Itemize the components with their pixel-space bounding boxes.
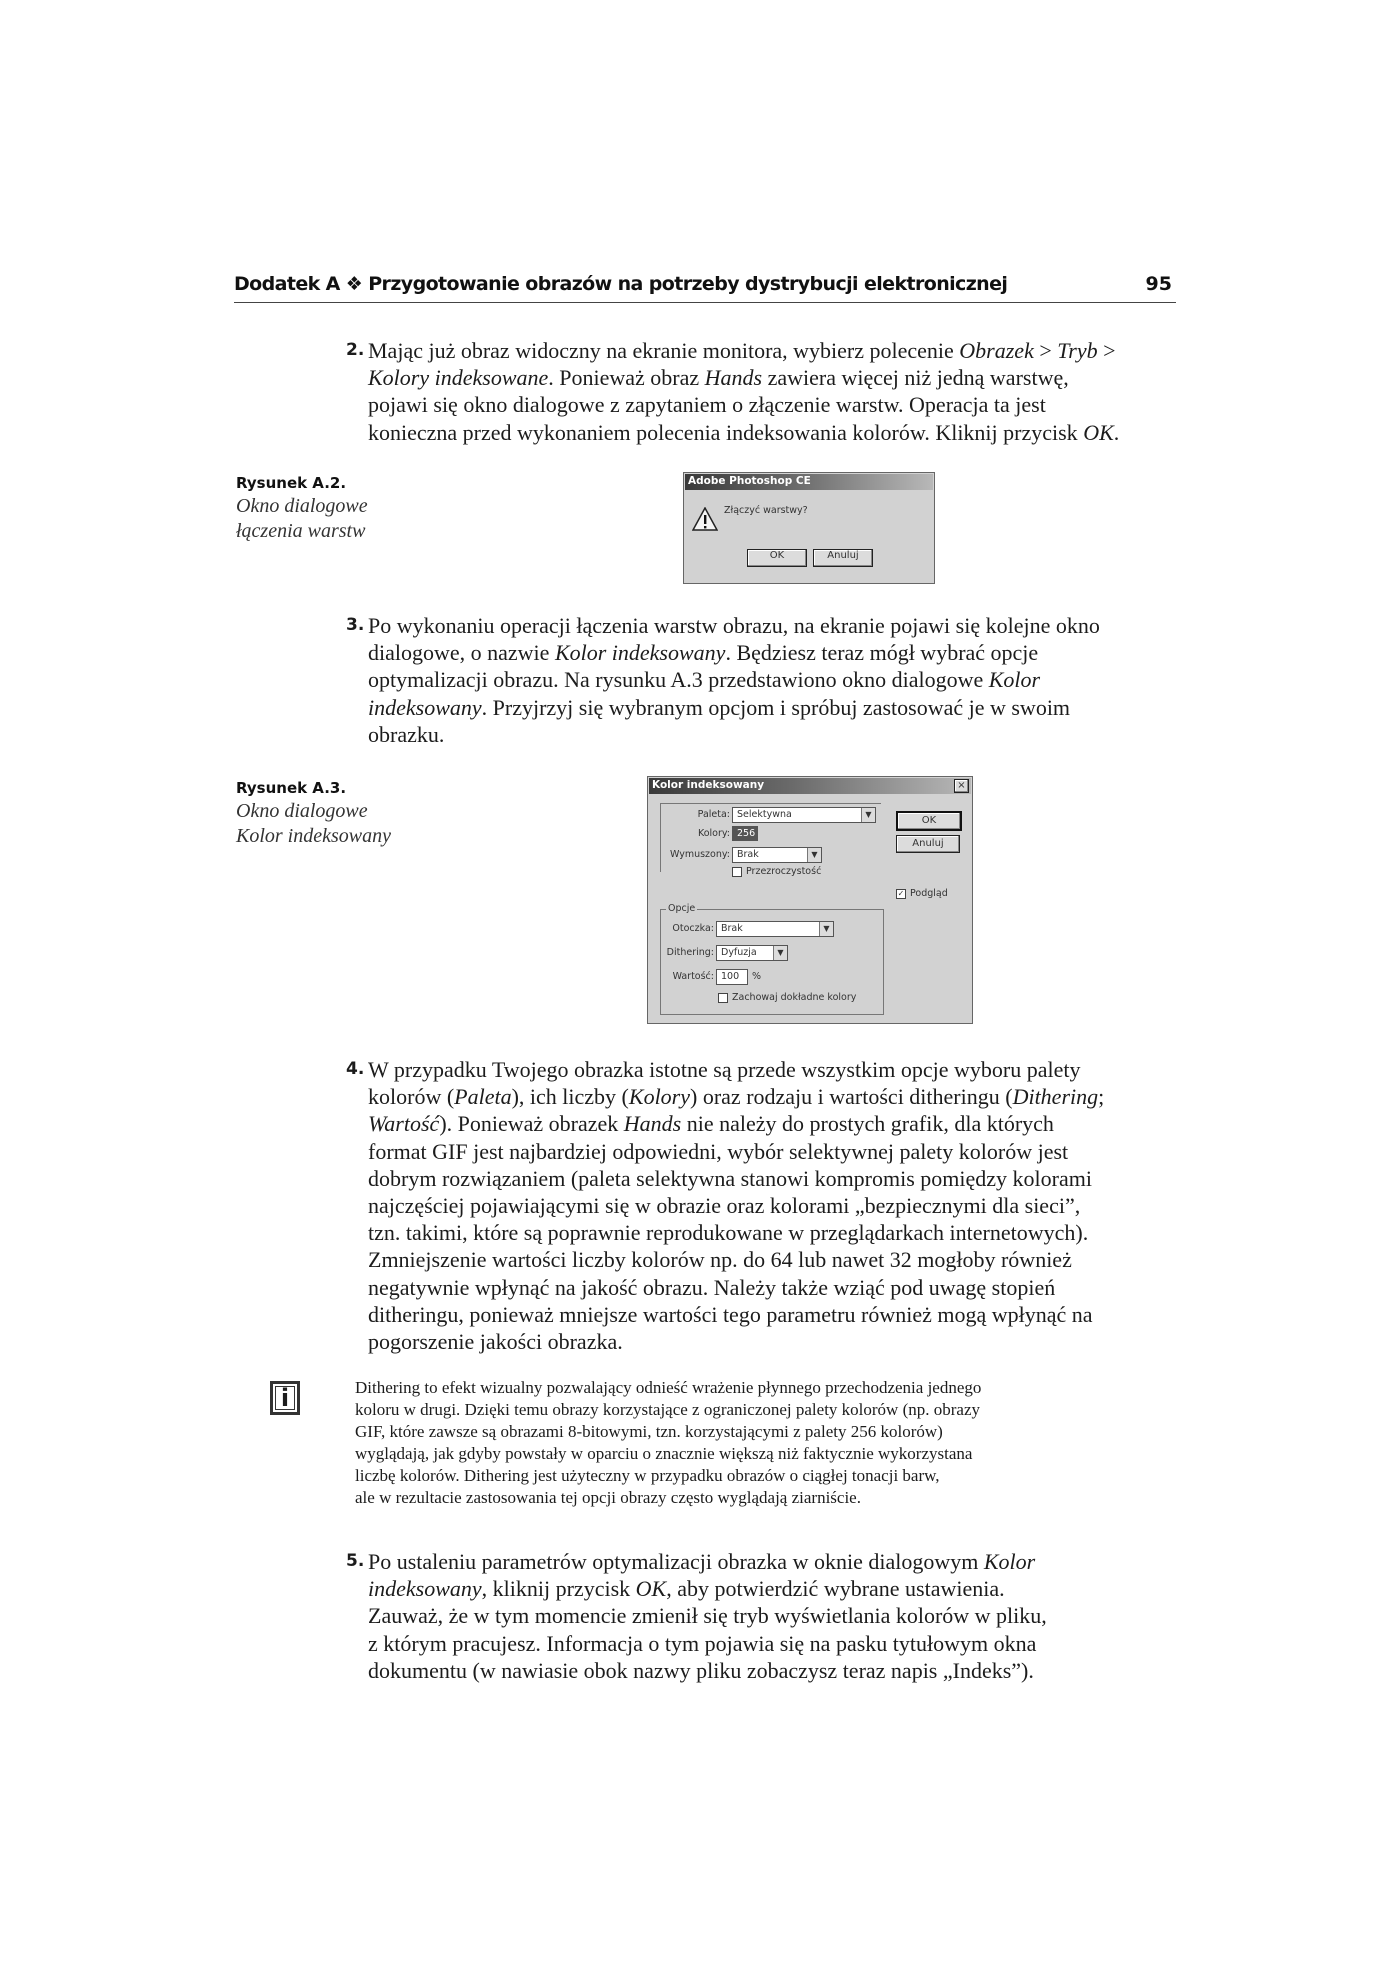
text-line: dobrym rozwiązaniem (paleta selektywna stanowi kompromis pomiędzy kolorami [368, 1165, 1092, 1191]
border-value: Brak [721, 923, 743, 934]
percent-unit: % [752, 971, 762, 982]
text-line: ale w rezultacie zastosowania tej opcji obrazy często wyglądają ziarniście. [355, 1488, 861, 1507]
palette-select[interactable] [732, 807, 876, 823]
text-line: obrazku. [368, 721, 445, 747]
dithering-label: Dithering: [666, 947, 714, 958]
step-number: 5. [346, 1551, 365, 1571]
text-line: dialogowe, o nazwie Kolor indeksowany. Będziesz teraz mógł wybrać opcje [368, 640, 1039, 666]
ok-button[interactable]: OK [896, 811, 962, 831]
step-number: 4. [346, 1059, 365, 1079]
forced-select[interactable] [732, 847, 822, 863]
dithering-value: Dyfuzja [721, 947, 757, 958]
forced-label: Wymuszony: [669, 849, 730, 860]
text-line: dokumentu (w nawiasie obok nazwy pliku zobaczysz teraz napis „Indeks”). [368, 1657, 1034, 1683]
text-line: GIF, które zawsze są obrazami 8-bitowymi, tzn. korzystającymi z palety 256 kolorów) [355, 1422, 943, 1441]
figure-title: Rysunek A.2. [236, 474, 347, 492]
text-line: Kolory indeksowane. Ponieważ obraz Hands zawiera więcej niż jedną warstwę, [368, 365, 1069, 391]
chevron-down-icon: ▼ [807, 848, 821, 862]
text-line: liczbę kolorów. Dithering jest użyteczny w przypadku obrazów o ciągłej tonacji barw, [355, 1466, 940, 1485]
dialog-titlebar[interactable] [649, 778, 971, 794]
transparency-label: Przezroczystość [746, 866, 822, 877]
info-note [355, 1377, 1145, 1509]
text-line: Zmniejszenie wartości liczby kolorów np. do 64 lub nawet 32 mogłoby również [368, 1247, 1072, 1273]
text-line: Wartość). Ponieważ obrazek Hands nie należy do prostych grafik, dla których [368, 1111, 1054, 1137]
figure-a2-label [236, 472, 368, 544]
colors-value: 256 [737, 828, 756, 839]
text-line: pogorszenie jakości obrazka. [368, 1329, 623, 1355]
warning-icon [692, 507, 718, 531]
indexed-color-dialog [647, 776, 973, 1024]
dialog-message: Złączyć warstwy? [724, 505, 808, 516]
figure-caption-line: Okno dialogowe [236, 800, 368, 822]
page-header [234, 272, 1176, 303]
text-line: optymalizacji obrazu. Na rysunku A.3 przedstawiono okno dialogowe Kolor [368, 667, 1041, 693]
text-line: W przypadku Twojego obrazka istotne są przede wszystkim opcje wyboru palety [368, 1057, 1081, 1082]
text-line: pojawi się okno dialogowe z zapytaniem o złączenie warstw. Operacja ta jest [368, 392, 1046, 418]
text-line: Zauważ, że w tym momencie zmienił się tryb wyświetlania kolorów w pliku, [368, 1603, 1047, 1629]
figure-title: Rysunek A.3. [236, 779, 347, 797]
ok-button[interactable]: OK [747, 549, 807, 567]
step-text [368, 612, 1198, 748]
text-line: indeksowany. Przyjrzyj się wybranym opcjom i spróbuj zastosować je w swoim [368, 694, 1071, 720]
page-number: 95 [1145, 273, 1172, 295]
figure-caption-line: Kolor indeksowany [236, 825, 391, 847]
text-line: z którym pracujesz. Informacja o tym pojawia się na pasku tytułowym okna [368, 1630, 1037, 1656]
chevron-down-icon: ▼ [773, 946, 787, 960]
text-line: wyglądają, jak gdyby powstały w oparciu o znacznie większą niż faktycznie wykorzystana [355, 1444, 973, 1463]
text-line: Mając już obraz widoczny na ekranie monitora, wybierz polecenie Obrazek > Tryb > [368, 338, 1116, 363]
figure-caption-line: łączenia warstw [236, 520, 366, 542]
colors-label: Kolory: [697, 828, 730, 839]
border-select[interactable] [716, 921, 834, 937]
text-line: indeksowany, kliknij przycisk OK, aby potwierdzić wybrane ustawienia. [368, 1576, 1005, 1602]
dithering-select[interactable] [716, 945, 788, 961]
preview-checkbox[interactable]: ✓ [897, 889, 905, 898]
step-text [368, 337, 1198, 446]
chevron-down-icon: ▼ [819, 922, 833, 936]
text-line: kolorów (Paleta), ich liczby (Kolory) oraz rodzaju i wartości ditheringu (Dithering; [368, 1084, 1105, 1110]
dialog-title: Adobe Photoshop CE [688, 475, 811, 487]
cancel-button[interactable]: Anuluj [896, 835, 960, 853]
text-line: Dithering to efekt wizualny pozwalający odnieść wrażenie płynnego przechodzenia jednego [355, 1378, 982, 1397]
text-line: format GIF jest najbardziej odpowiedni, wybór selektywnej palety kolorów jest [368, 1138, 1069, 1164]
options-label: Opcje [668, 903, 696, 914]
amount-label: Wartość: [672, 971, 714, 982]
border-label: Otoczka: [672, 923, 714, 934]
cancel-button[interactable]: Anuluj [813, 549, 873, 567]
figure-a3-label [236, 777, 391, 849]
dialog-title: Kolor indeksowany [652, 779, 765, 791]
colors-input[interactable] [732, 826, 758, 841]
transparency-checkbox[interactable] [732, 867, 742, 877]
palette-value: Selektywna [737, 809, 792, 820]
merge-layers-dialog [683, 472, 935, 584]
preserve-colors-checkbox[interactable] [718, 993, 728, 1003]
step-number: 3. [346, 615, 365, 635]
step-text [368, 1056, 1198, 1355]
figure-caption-line: Okno dialogowe [236, 495, 368, 517]
text-line: Po wykonaniu operacji łączenia warstw obrazu, na ekranie pojawi się kolejne okno [368, 613, 1100, 638]
text-line: konieczna przed wykonaniem polecenia indeksowania kolorów. Kliknij przycisk OK. [368, 419, 1120, 445]
text-line: Po ustaleniu parametrów optymalizacji obrazka w oknie dialogowym Kolor [368, 1549, 1036, 1574]
preserve-colors-label: Zachowaj dokładne kolory [732, 992, 857, 1003]
close-button[interactable]: × [954, 779, 969, 793]
step-number: 2. [346, 340, 365, 360]
preview-label: Podgląd [910, 888, 948, 899]
amount-input[interactable] [716, 969, 748, 985]
text-line: koloru w drugi. Dzięki temu obrazy korzystające z ograniczonej palety kolorów (np. obrazy [355, 1400, 980, 1419]
forced-value: Brak [737, 849, 759, 860]
text-line: ditheringu, ponieważ mniejsze wartości tego parametru również mogą wpłynąć na [368, 1301, 1093, 1327]
dialog-titlebar[interactable] [685, 474, 933, 490]
info-icon: i [270, 1381, 300, 1415]
text-line: najczęściej pojawiającymi się w obrazie oraz kolorami „bezpiecznymi dla sieci”, [368, 1193, 1081, 1219]
amount-value: 100 [721, 971, 740, 982]
chevron-down-icon: ▼ [861, 808, 875, 822]
palette-label: Paleta: [697, 809, 730, 820]
text-line: negatywnie wpłynąć na jakość obrazu. Należy także wziąć pod uwagę stopień [368, 1274, 1056, 1300]
step-text [368, 1548, 1198, 1684]
running-title: Dodatek A ❖ Przygotowanie obrazów na potrzeby dystrybucji elektronicznej [234, 273, 1008, 295]
text-line: tzn. takimi, które są poprawnie reprodukowane w przeglądarkach internetowych). [368, 1220, 1089, 1246]
